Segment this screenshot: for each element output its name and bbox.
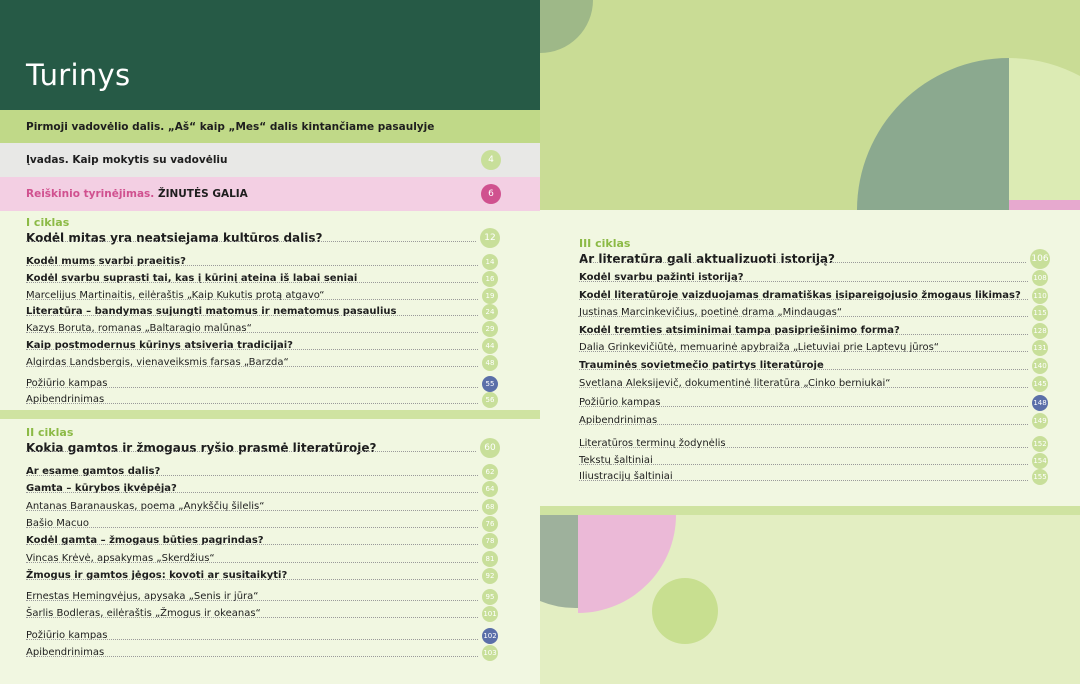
leader-dots [26,475,478,476]
leader-dots [26,265,478,266]
toc-page-number: 68 [482,499,498,515]
toc-entry-text: Svetlana Aleksijevič, dokumentinė literatūra „Cinko berniukai“ [579,377,891,389]
toc-entry-text: Požiūrio kampas [26,377,108,389]
toc-page-number: 110 [1032,288,1048,304]
toc-row[interactable] [26,533,502,549]
appendix-row[interactable] [579,469,1052,485]
toc-entry-text: Apibendrinimas [26,394,105,406]
toc-page-number: 101 [482,606,498,622]
toc-page-number: 108 [1032,270,1048,286]
appendix-page-number: 155 [1032,469,1048,485]
toc-row[interactable] [26,568,502,584]
toc-entry-text: Bašio Macuo [26,517,89,529]
toc-row[interactable] [26,338,502,354]
toc-entry-text: Kaip postmodernus kūrinys atsiveria tradicijai? [26,340,293,351]
toc-row[interactable] [26,376,502,392]
appendix-row[interactable] [579,453,1052,469]
toc-row[interactable] [26,288,502,304]
toc-page-number: 19 [482,288,498,304]
toc-row[interactable] [579,413,1052,429]
toc-row[interactable] [579,358,1052,374]
leader-dots [579,316,1028,317]
leader-dots [26,527,478,528]
decor-quarter-circle [540,0,593,53]
toc-page-number: 16 [482,271,498,287]
decor-top-area [540,0,1080,210]
toc-entry-text: Gamta – kūrybos įkvėpėja? [26,483,177,495]
appendix-entry-text: Iliustracijų šaltiniai [579,471,673,482]
leader-dots [26,366,478,367]
toc-row[interactable] [579,305,1052,321]
toc-entry-text: Trauminės sovietmečio patirtys literatūroje [579,360,824,371]
part-title[interactable]: Pirmoji vadovėlio dalis. „Aš“ kaip „Mes“ dalis kintančiame pasaulyje [26,121,435,133]
leader-dots [579,406,1028,407]
cycle-label: II ciklas [26,426,74,439]
toc-entry-text: Literatūra – bandymas sujungti matomus ir nematomus pasaulius [26,306,397,318]
toc-page-number: 48 [482,355,498,371]
appendix-row[interactable] [579,436,1052,452]
toc-page-number: 131 [1032,340,1048,356]
toc-row[interactable] [26,516,502,532]
toc-page-number: 149 [1032,413,1048,429]
toc-entry-text: Ernestas Hemingvėjus, apysaka „Senis ir jūra“ [26,591,259,603]
toc-entry-text: Apibendrinimas [26,647,105,658]
decor-bottom-area [540,506,1080,684]
leader-dots [26,282,478,283]
leader-dots [579,262,1026,263]
cycle-title: Kodėl mitas yra neatsiejama kultūros dalis? [26,231,323,245]
leader-dots [579,351,1028,352]
appendix-entry-text: Literatūros terminų žodynėlis [579,438,726,449]
cycle-title-row[interactable] [26,228,502,248]
phenomenon-prefix: Reiškinio tyrinėjimas. [26,188,155,200]
cycle-page-number: 12 [480,228,500,248]
toc-page-number: 56 [482,392,498,408]
toc-page-number: 102 [482,628,498,644]
leader-dots [26,332,478,333]
section-divider [0,410,540,419]
toc-entry-text: Kodėl svarbu suprasti tai, kas į kūrinį ateina iš labai seniai [26,272,358,284]
decor-green-quarter [540,515,578,608]
toc-entry-text: Kazys Boruta, romanas „Baltaragio malūnas“ [26,323,252,335]
toc-page-number: 64 [482,481,498,497]
toc-entry-text: Požiūrio kampas [26,629,108,641]
leader-dots [26,315,478,316]
intro-title: Įvadas. Kaip mokytis su vadovėliu [26,154,228,166]
toc-page-number: 76 [482,516,498,532]
toc-page-number: 115 [1032,305,1048,321]
leader-dots [579,387,1028,388]
cycle-page-number: 60 [480,438,500,458]
toc-row[interactable] [26,628,502,644]
cycle-label: I ciklas [26,216,70,229]
toc-entry-text: Kodėl svarbu pažinti istoriją? [579,272,744,283]
leader-dots [26,617,478,618]
leader-dots [26,562,478,563]
leader-dots [26,579,478,580]
toc-page-number: 148 [1032,395,1048,411]
toc-row[interactable] [579,340,1052,356]
leader-dots [26,451,476,452]
toc-entry-text: Algirdas Landsbergis, vienaveiksmis farsas „Barzda“ [26,356,289,368]
toc-page-number: 103 [482,645,498,661]
cycle-title: Ar literatūra gali aktualizuoti istoriją? [579,252,835,266]
toc-entry-text: Kodėl gamta – žmogaus būties pagrindas? [26,535,264,547]
leader-dots [579,299,1028,300]
cycle-title-row[interactable] [579,249,1052,269]
leader-dots [579,447,1028,448]
toc-page-number: 78 [482,533,498,549]
toc-page-number: 24 [482,304,498,320]
toc-entry-text: Požiūrio kampas [579,397,661,409]
toc-row[interactable] [26,254,502,270]
decor-bottom-shapes [540,506,1080,684]
leader-dots [579,369,1028,370]
cycle-label: III ciklas [579,237,631,250]
intro-page-number: 4 [481,150,501,170]
toc-entry-text: Ar esame gamtos dalis? [26,466,161,477]
decor-top-shapes [540,0,1080,210]
leader-dots [26,656,478,657]
cycle-page-number: 106 [1030,249,1050,269]
cycle-title: Kokia gamtos ir žmogaus ryšio prasmė literatūroje? [26,441,377,455]
toc-entry-text: Dalia Grinkevičiūtė, memuarinė apybraiža „Lietuviai prie Laptevų jūros“ [579,342,939,354]
leader-dots [579,424,1028,425]
toc-row[interactable] [579,270,1052,286]
cycle-title-row[interactable] [26,438,502,458]
appendix-page-number: 154 [1032,453,1048,469]
toc-page-number: 44 [482,338,498,354]
leader-dots [579,480,1028,481]
leader-dots [26,544,478,545]
leader-dots [26,241,476,242]
part-band [0,110,540,144]
toc-row[interactable] [26,606,502,622]
appendix-entry-text: Tekstų šaltiniai [579,454,653,466]
toc-entry-text: Žmogus ir gamtos jėgos: kovoti ar susitaikyti? [26,569,288,581]
toc-row[interactable] [26,321,502,337]
leader-dots [579,464,1028,465]
decor-half-circle-light [1009,58,1080,210]
toc-row[interactable] [579,323,1052,339]
leader-dots [26,639,478,640]
toc-entry-text: Antanas Baranauskas, poema „Anykščių šilelis“ [26,500,265,512]
page-title: Turinys [26,58,131,92]
toc-row[interactable] [26,499,502,515]
toc-row[interactable] [579,376,1052,392]
toc-page-number: 81 [482,551,498,567]
toc-page-number: 55 [482,376,498,392]
toc-row[interactable] [26,645,502,661]
toc-page-number: 140 [1032,358,1048,374]
toc-row[interactable] [579,395,1052,411]
decor-green-circle [652,578,718,644]
toc-page-number: 92 [482,568,498,584]
toc-row[interactable] [26,481,502,497]
toc-row[interactable] [26,589,502,605]
toc-entry-text: Justinas Marcinkevičius, poetinė drama „Mindaugas“ [579,307,843,319]
toc-row[interactable] [26,392,502,408]
toc-page-number: 62 [482,464,498,480]
toc-panel-right [540,210,1080,506]
toc-entry-text: Apibendrinimas [579,414,658,426]
toc-row[interactable] [26,551,502,567]
leader-dots [26,510,478,511]
toc-entry-text: Vincas Krėvė, apsakymas „Skerdžius“ [26,552,215,564]
phenomenon-page-number: 6 [481,184,501,204]
toc-entry-text: Kodėl mums svarbi praeitis? [26,256,186,267]
leader-dots [26,600,478,601]
leader-dots [26,403,478,404]
leader-dots [579,281,1028,282]
decor-quarter-circle-large [857,58,1009,210]
toc-row[interactable] [26,271,502,287]
leader-dots [26,492,478,493]
toc-page-number: 29 [482,321,498,337]
phenomenon-band[interactable] [0,177,540,211]
leader-dots [26,299,478,300]
header-banner [0,0,540,110]
toc-entry-text: Kodėl tremties atsiminimai tampa pasipriešinimo forma? [579,324,900,336]
toc-row[interactable] [579,288,1052,304]
leader-dots [579,334,1028,335]
toc-row[interactable] [26,464,502,480]
leader-dots [26,349,478,350]
toc-page-number: 95 [482,589,498,605]
toc-entry-text: Kodėl literatūroje vaizduojamas dramatiškas įsipareigojusio žmogaus likimas? [579,289,1021,301]
toc-entry-text: Marcelijus Martinaitis, eilėraštis „Kaip Kukutis protą atgavo“ [26,289,325,301]
phenomenon-title: ŽINUTĖS GALIA [157,188,248,200]
toc-entry-text: Šarlis Bodleras, eilėraštis „Žmogus ir okeanas“ [26,608,261,620]
toc-page-number: 145 [1032,376,1048,392]
decor-pink-strip [1009,200,1080,210]
toc-row[interactable] [26,304,502,320]
appendix-page-number: 152 [1032,436,1048,452]
toc-row[interactable] [26,355,502,371]
toc-page-number: 128 [1032,323,1048,339]
leader-dots [26,387,478,388]
intro-band[interactable] [0,143,540,177]
right-page [540,0,1080,684]
toc-page-number: 14 [482,254,498,270]
